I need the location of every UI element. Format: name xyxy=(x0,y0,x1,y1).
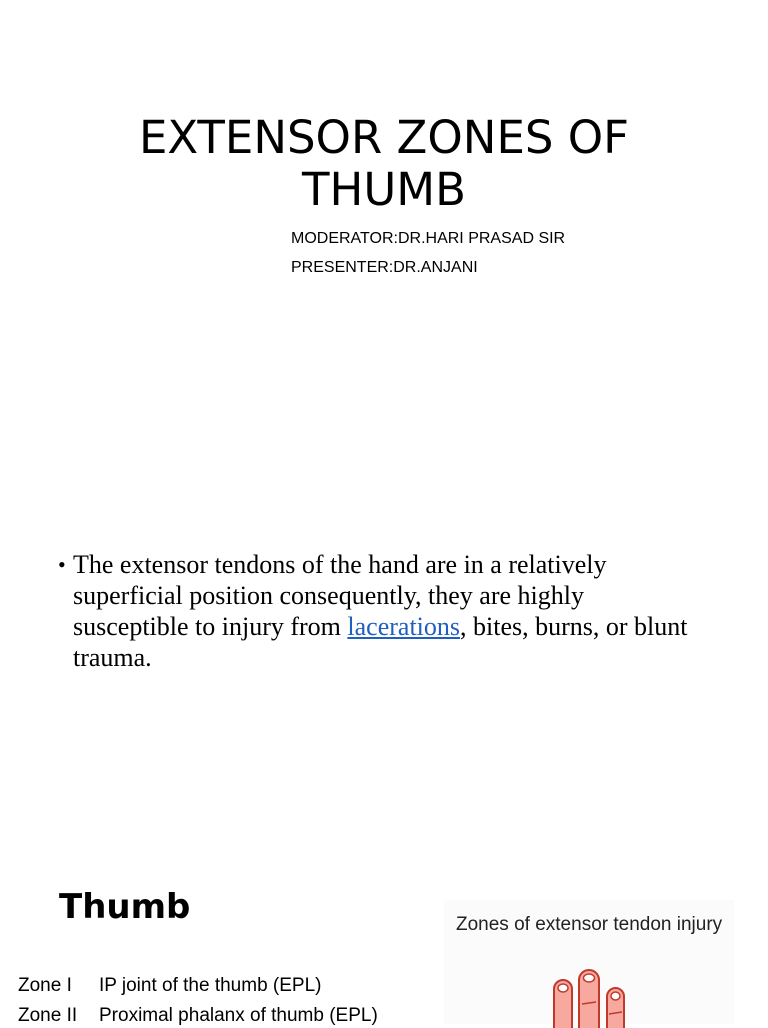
moderator-text: MODERATOR:DR.HARI PRASAD SIR xyxy=(291,230,566,247)
figure-caption: Zones of extensor tendon injury xyxy=(456,914,723,935)
nail-index xyxy=(611,992,620,1000)
hand-fingers-icon xyxy=(544,968,644,1028)
thumb-heading: Thumb xyxy=(59,887,191,927)
zone-label: Zone I xyxy=(18,975,72,996)
nail-middle xyxy=(584,974,595,982)
zone-row xyxy=(18,975,322,997)
zone-label: Zone II xyxy=(18,1005,78,1026)
bullet-marker: • xyxy=(58,552,66,577)
zone-description: Proximal phalanx of thumb (EPL) xyxy=(99,1005,378,1026)
bullet-text-end: , bites, burns, or blunt trauma. xyxy=(73,612,688,672)
slide-title xyxy=(0,112,768,216)
bullet-text xyxy=(73,549,698,673)
presenter-text: PRESENTER:DR.ANJANI xyxy=(291,259,478,276)
lacerations-link[interactable]: lacerations xyxy=(347,612,461,641)
nail-ring xyxy=(558,984,568,992)
slide-title-line1: EXTENSOR ZONES OF xyxy=(138,111,630,164)
zones-figure xyxy=(444,900,734,1024)
bullet-text-start: The extensor tendons of the hand are in a relatively superficial position consequently, they are highly susceptible to injury from xyxy=(73,550,607,641)
zone-description: IP joint of the thumb (EPL) xyxy=(99,975,322,996)
slide-title-line2: THUMB xyxy=(302,163,466,216)
